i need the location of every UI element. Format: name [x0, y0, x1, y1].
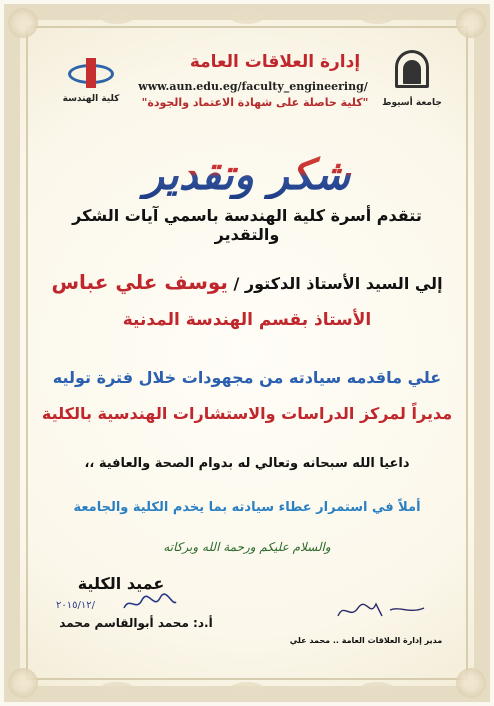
corner-ornament	[8, 8, 38, 38]
hope-text: أملاً في استمرار عطاء سيادته بما يخدم الكلية والجامعة	[73, 500, 421, 515]
pr-manager-signature-icon	[330, 596, 430, 624]
faculty-url: www.aun.edu.eg/faculty_engineering/	[138, 80, 368, 93]
recipient-line	[40, 270, 454, 294]
dean-title: عميد الكلية	[77, 574, 165, 593]
recipient-department: الأستاذ بقسم الهندسة المدنية	[122, 310, 372, 330]
corner-ornament	[456, 668, 486, 698]
border-leaf-ornament	[360, 682, 394, 696]
reason-line-2: مديراً لمركز الدراسات والاستشارات الهندسية بالكلية	[41, 404, 453, 423]
dean-signature-icon	[120, 592, 180, 614]
corner-ornament	[8, 668, 38, 698]
recipient-prefix: إلي السيد الأستاذ الدكتور /	[233, 274, 443, 293]
faculty-logo	[56, 58, 126, 104]
dean-date: ٢٠١٥/١٢/	[56, 600, 95, 611]
reason-line-1: علي ماقدمه سيادته من مجهودات خلال فترة توليه	[52, 368, 442, 387]
corner-ornament	[456, 8, 486, 38]
certificate-title: شكر وتقدير	[60, 150, 434, 199]
border-leaf-ornament	[100, 682, 134, 696]
accreditation-note: "كلية حاصلة على شهادة الاعتماد والجودة"	[141, 96, 369, 109]
intro-text: تتقدم أسرة كلية الهندسة باسمي آيات الشكر والتقدير	[72, 206, 422, 244]
department-title: إدارة العلاقات العامة	[189, 52, 361, 72]
recipient-name: يوسف علي عباس	[51, 270, 228, 294]
border-leaf-ornament	[360, 10, 394, 24]
border-leaf-ornament	[100, 10, 134, 24]
closing-greeting: والسلام عليكم ورحمة الله وبركاته	[163, 540, 331, 554]
university-logo	[380, 50, 444, 108]
border-leaf-ornament	[230, 682, 264, 696]
university-logo-caption: جامعة أسيوط	[382, 98, 442, 108]
faculty-emblem-icon	[66, 58, 116, 90]
pr-manager-caption: مدير إدارة العلاقات العامة .. محمد علي	[289, 636, 443, 645]
border-leaf-ornament	[230, 10, 264, 24]
university-emblem-icon	[395, 50, 429, 94]
dean-name: أ.د: محمد أبوالقاسم محمد	[59, 616, 213, 630]
faculty-logo-caption: كلية الهندسة	[62, 94, 120, 104]
prayer-text: داعيا الله سبحانه وتعالي له بدوام الصحة والعافية ،،	[84, 456, 410, 471]
